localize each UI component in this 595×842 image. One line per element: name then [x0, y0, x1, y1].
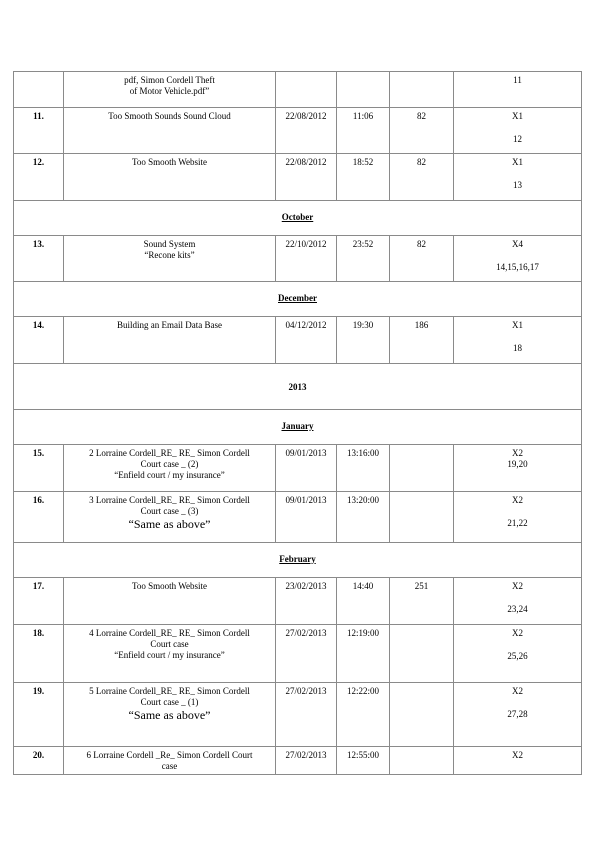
- item-time: 12:22:00: [337, 683, 390, 747]
- description-line: 5 Lorraine Cordell_RE_ RE_ Simon Cordell: [89, 686, 250, 696]
- item-page-numbers: 25,26: [507, 651, 528, 661]
- item-count: [390, 492, 454, 543]
- item-description: [64, 317, 276, 364]
- item-page-numbers: 11: [513, 75, 522, 85]
- item-description: [64, 236, 276, 282]
- item-page-numbers: 21,22: [507, 518, 528, 528]
- month-heading: December: [14, 282, 582, 317]
- item-pages: [454, 492, 582, 543]
- table-row: [14, 492, 582, 543]
- description-line: 4 Lorraine Cordell_RE_ RE_ Simon Cordell: [89, 628, 250, 638]
- description-line: “Recone kits”: [144, 250, 195, 260]
- item-count: [390, 72, 454, 108]
- item-description: [64, 625, 276, 683]
- item-number: 20.: [14, 747, 64, 775]
- item-description: [64, 108, 276, 154]
- item-time: 13:20:00: [337, 492, 390, 543]
- description-line: Building an Email Data Base: [117, 320, 222, 330]
- item-count: 82: [390, 154, 454, 201]
- item-copies: X1: [512, 320, 523, 330]
- item-pages: [454, 445, 582, 492]
- evidence-table: [13, 71, 582, 775]
- item-time: 12:19:00: [337, 625, 390, 683]
- item-date: 22/08/2012: [276, 154, 337, 201]
- table-row: [14, 625, 582, 683]
- description-line: “Enfield court / my insurance”: [114, 650, 225, 660]
- item-time: [337, 72, 390, 108]
- item-page-numbers: 27,28: [507, 709, 528, 719]
- item-count: [390, 445, 454, 492]
- item-number: 16.: [14, 492, 64, 543]
- item-number: [14, 72, 64, 108]
- table-row: [14, 445, 582, 492]
- item-date: 04/12/2012: [276, 317, 337, 364]
- item-time: 18:52: [337, 154, 390, 201]
- item-copies: X1: [512, 111, 523, 121]
- item-description: [64, 154, 276, 201]
- item-number: 15.: [14, 445, 64, 492]
- table-row: [14, 72, 582, 108]
- item-description: [64, 683, 276, 747]
- year-heading: 2013: [14, 364, 582, 410]
- item-page-numbers: 19,20: [507, 459, 528, 469]
- evidence-table-body: [14, 72, 582, 775]
- item-description: [64, 578, 276, 625]
- item-description: [64, 747, 276, 775]
- item-count: 82: [390, 236, 454, 282]
- item-copies: X2: [512, 628, 523, 638]
- description-line: Too Smooth Website: [132, 581, 207, 591]
- item-pages: [454, 154, 582, 201]
- table-row: [14, 317, 582, 364]
- item-pages: [454, 72, 582, 108]
- table-row: [14, 236, 582, 282]
- table-row: [14, 747, 582, 775]
- item-pages: [454, 683, 582, 747]
- item-copies: X2: [512, 750, 523, 760]
- description-line: 6 Lorraine Cordell _Re_ Simon Cordell Court: [86, 750, 253, 760]
- description-line: “Enfield court / my insurance”: [114, 470, 225, 480]
- item-pages: [454, 747, 582, 775]
- year-heading-row: [14, 364, 582, 410]
- item-copies: X2: [512, 581, 523, 591]
- description-note: “Same as above”: [128, 517, 211, 531]
- item-page-numbers: 12: [513, 134, 522, 144]
- item-page-numbers: 14,15,16,17: [496, 262, 539, 272]
- item-time: 13:16:00: [337, 445, 390, 492]
- item-page-numbers: 13: [513, 180, 522, 190]
- description-line: Court case _ (2): [140, 459, 199, 469]
- section-heading-row: [14, 543, 582, 578]
- item-count: 82: [390, 108, 454, 154]
- item-date: 23/02/2013: [276, 578, 337, 625]
- item-description: [64, 445, 276, 492]
- item-count: 186: [390, 317, 454, 364]
- item-date: 27/02/2013: [276, 625, 337, 683]
- description-line: Court case _ (1): [140, 697, 199, 707]
- item-number: 13.: [14, 236, 64, 282]
- item-number: 19.: [14, 683, 64, 747]
- item-number: 14.: [14, 317, 64, 364]
- description-line: Too Smooth Sounds Sound Cloud: [108, 111, 231, 121]
- item-date: [276, 72, 337, 108]
- description-line: Sound System: [143, 239, 196, 249]
- item-number: 18.: [14, 625, 64, 683]
- description-line: Too Smooth Website: [132, 157, 207, 167]
- item-copies: X2: [512, 495, 523, 505]
- item-date: 22/08/2012: [276, 108, 337, 154]
- item-pages: [454, 625, 582, 683]
- description-note: “Same as above”: [128, 708, 211, 722]
- item-count: [390, 747, 454, 775]
- description-line: 2 Lorraine Cordell_RE_ RE_ Simon Cordell: [89, 448, 250, 458]
- item-count: [390, 625, 454, 683]
- item-count: 251: [390, 578, 454, 625]
- month-heading: January: [14, 410, 582, 445]
- item-number: 11.: [14, 108, 64, 154]
- item-copies: X2: [512, 686, 523, 696]
- description-line: of Motor Vehicle.pdf”: [129, 86, 210, 96]
- item-copies: X1: [512, 157, 523, 167]
- description-line: pdf, Simon Cordell Theft: [124, 75, 215, 85]
- item-time: 23:52: [337, 236, 390, 282]
- item-time: 19:30: [337, 317, 390, 364]
- item-page-numbers: 23,24: [507, 604, 528, 614]
- item-pages: [454, 317, 582, 364]
- item-date: 09/01/2013: [276, 445, 337, 492]
- month-heading: October: [14, 201, 582, 236]
- item-description: [64, 492, 276, 543]
- table-row: [14, 154, 582, 201]
- description-line: 3 Lorraine Cordell_RE_ RE_ Simon Cordell: [89, 495, 250, 505]
- item-time: 12:55:00: [337, 747, 390, 775]
- item-description: [64, 72, 276, 108]
- table-row: [14, 578, 582, 625]
- item-count: [390, 683, 454, 747]
- description-line: Court case: [150, 639, 189, 649]
- description-line: Court case _ (3): [140, 506, 199, 516]
- item-pages: [454, 578, 582, 625]
- item-copies: X2: [512, 448, 523, 458]
- item-date: 27/02/2013: [276, 747, 337, 775]
- item-date: 27/02/2013: [276, 683, 337, 747]
- item-date: 22/10/2012: [276, 236, 337, 282]
- table-row: [14, 108, 582, 154]
- item-copies: X4: [512, 239, 523, 249]
- table-row: [14, 683, 582, 747]
- section-heading-row: [14, 410, 582, 445]
- item-pages: [454, 108, 582, 154]
- item-page-numbers: 18: [513, 343, 522, 353]
- item-time: 11:06: [337, 108, 390, 154]
- section-heading-row: [14, 201, 582, 236]
- item-date: 09/01/2013: [276, 492, 337, 543]
- description-line: case: [161, 761, 178, 771]
- item-number: 12.: [14, 154, 64, 201]
- month-heading: February: [14, 543, 582, 578]
- item-pages: [454, 236, 582, 282]
- item-time: 14:40: [337, 578, 390, 625]
- item-number: 17.: [14, 578, 64, 625]
- section-heading-row: [14, 282, 582, 317]
